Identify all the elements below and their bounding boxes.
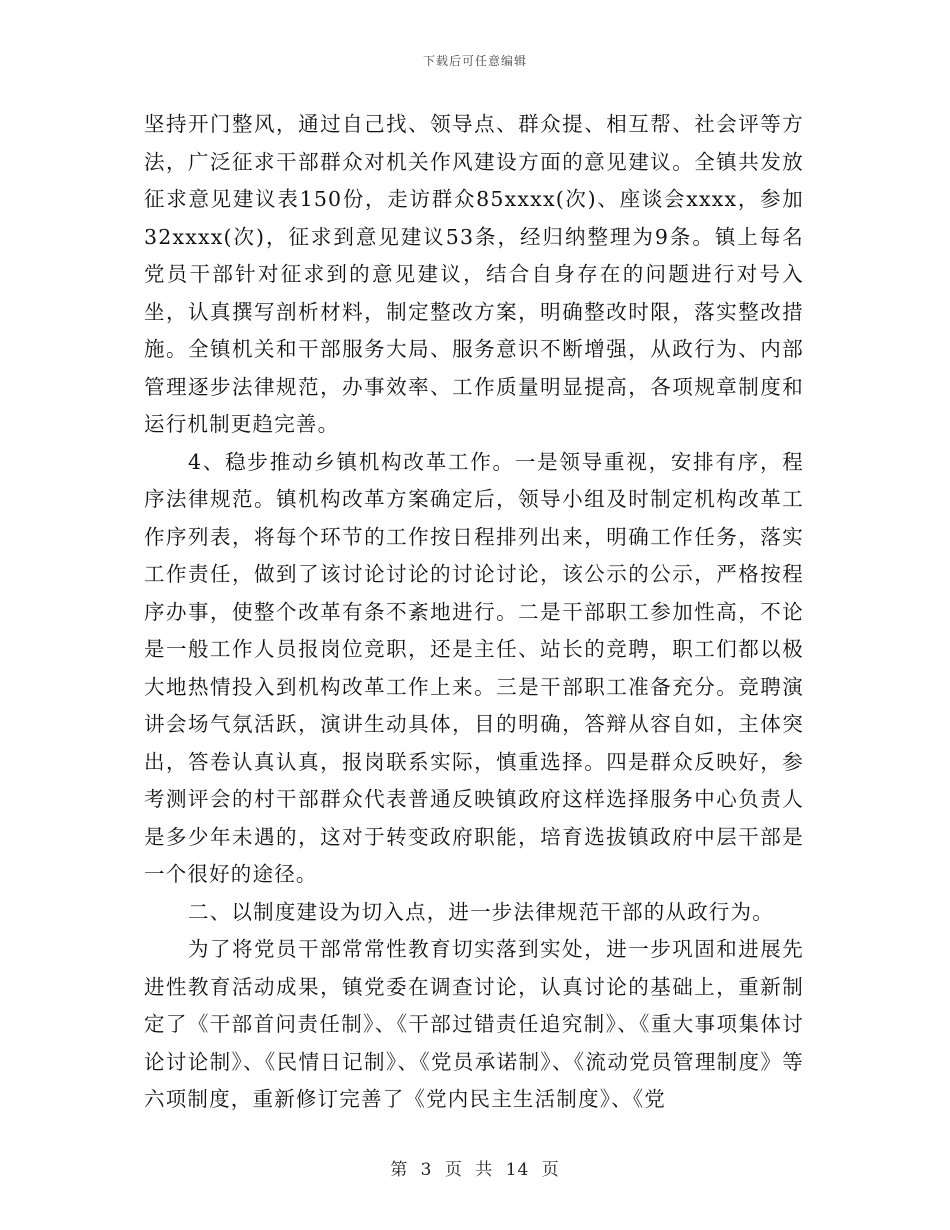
document-body <box>144 106 804 1119</box>
section-heading-2: 二、以制度建设为切入点，进一步法律规范干部的从政行为。 <box>188 899 774 924</box>
paragraph-system-building: 为了将党员干部常常性教育切实落到实处，进一步巩固和进展先进性教育活动成果，镇党委在调查讨论，认真讨论的基础上，重新制定了《干部首问责任制》、《干部过错责任追究制》、《重大事项集体讨论讨论制》、《民情日记制》、《党员承诺制》、《流动党员管理制度》等六项制度，重新修订完善了《党内民主生活制度》、《党 <box>144 937 804 1111</box>
paragraph-continuation: 坚持开门整风，通过自己找、领导点、群众提、相互帮、社会评等方法，广泛征求干部群众对机关作风建设方面的意见建议。全镇共发放征求意见建议表150份，走访群众85xxxx(次)、座谈会xxxx，参加32xxxx(次)，征求到意见建议53条，经归纳整理为9条。镇上每名党员干部针对征求到的意见建议，结合自身存在的问题进行对号入坐，认真撰写剖析材料，制定整改方案，明确整改时限，落实整改措施。全镇机关和干部服务大局、服务意识不断增强，从政行为、内部管理逐步法律规范，办事效率、工作质量明显提高，各项规章制度和运行机制更趋完善。 <box>144 112 804 436</box>
paragraph-item-4: 4、稳步推动乡镇机构改革工作。一是领导重视，安排有序，程序法律规范。镇机构改革方案确定后，领导小组及时制定机构改革工作序列表，将每个环节的工作按日程排列出来，明确工作任务，落实工作责任，做到了该讨论讨论的讨论讨论，该公示的公示，严格按程序办事，使整个改革有条不紊地进行。二是干部职工参加性高，不论是一般工作人员报岗位竞职，还是主任、站长的竞聘，职工们都以极大地热情投入到机构改革工作上来。三是干部职工准备充分。竞聘演讲会场气氛活跃，演讲生动具体，目的明确，答辩从容自如，主体突出，答卷认真认真，报岗联系实际，慎重选择。四是群众反映好，参考测评会的村干部群众代表普通反映镇政府这样选择服务中心负责人是多少年未遇的，这对于转变政府职能，培育选拔镇政府中层干部是一个很好的途径。 <box>144 449 804 886</box>
page-number: 第 3 页 共 14 页 <box>390 1160 560 1180</box>
page-header: 下载后可任意编辑 <box>422 54 527 68</box>
